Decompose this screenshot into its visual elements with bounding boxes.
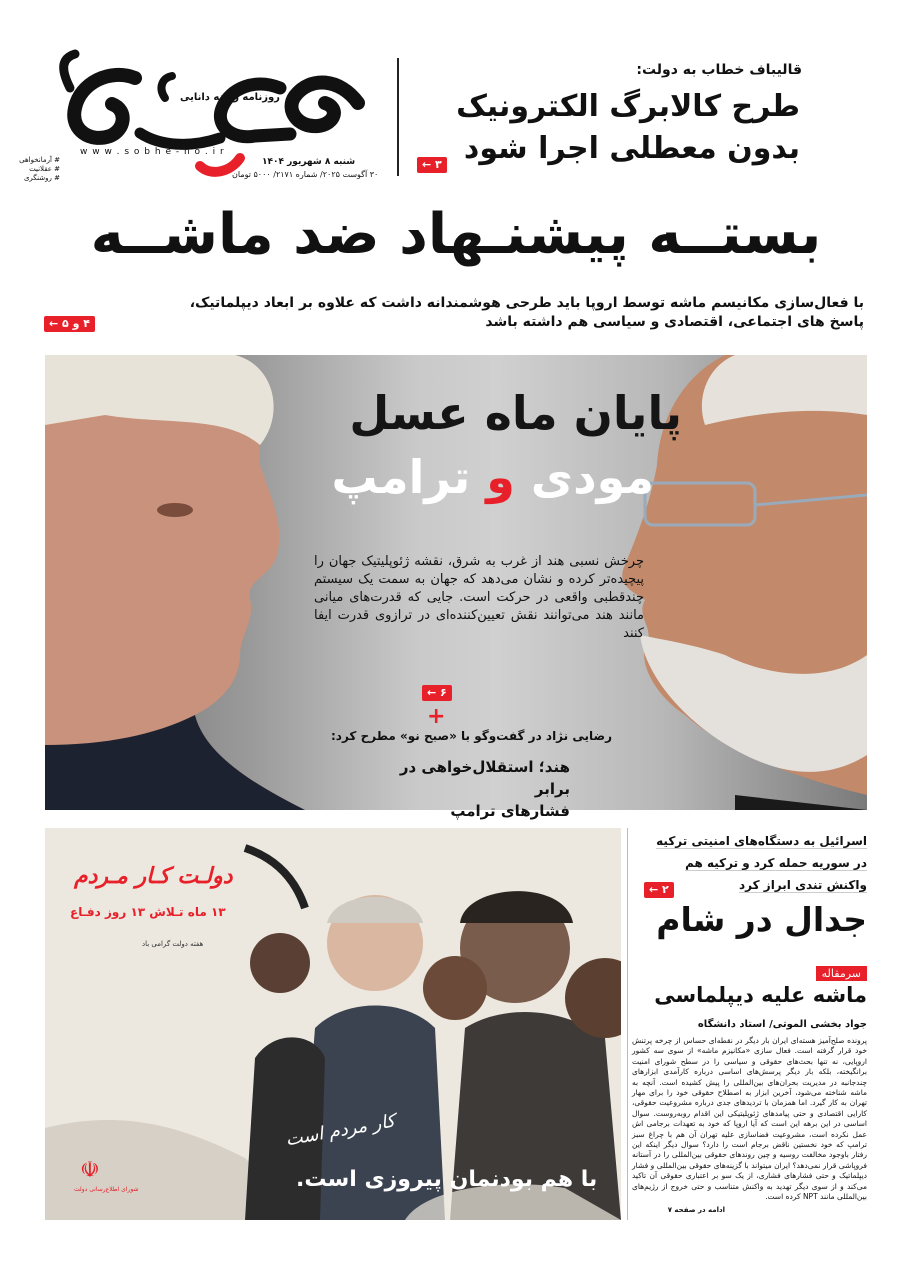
- interview-headline-line: فشارهای ترامپ: [450, 802, 570, 820]
- page-ref-badge[interactable]: ۲ ←: [644, 882, 674, 898]
- campaign-slogan: با هم بودنمان پیروزی است.: [296, 1167, 598, 1192]
- kicker-line: در سوریه حمله کرد و ترکیه هم: [685, 856, 867, 870]
- main-subheadline: [164, 294, 864, 332]
- campaign-small-text: هفته دولت گرامی باد: [142, 940, 204, 948]
- top-story-kicker: قالیباف خطاب به دولت:: [636, 62, 802, 78]
- kicker-line: واکنش تندی ابراز کرد: [739, 878, 867, 892]
- government-logo-caption: شورای اطلاع‌رسانی دولت: [74, 1186, 139, 1193]
- page-ref-badge[interactable]: ۶ ←: [422, 685, 452, 701]
- kicker-line: اسرائیل به دستگاه‌های امنیتی ترکیه: [656, 834, 867, 848]
- handwritten-signature: کار مردم است: [284, 1110, 397, 1151]
- photo-title-line1[interactable]: پایان ماه عسل: [349, 386, 682, 440]
- side-note: # آرمانخواهی: [19, 156, 60, 164]
- interview-kicker: رضایی نژاد در گفت‌وگو با «صبح نو» مطرح کرد:: [331, 729, 612, 743]
- plus-icon: +: [427, 704, 446, 729]
- campaign-title: دولـت کـار مـردم: [74, 864, 233, 889]
- campaign-subtitle: ۱۳ ماه تـلاش ۱۳ روز دفـاع: [70, 905, 226, 919]
- page-ref-badge[interactable]: ۳ ←: [417, 157, 447, 173]
- top-story-headline-line: طرح کالابرگ الکترونیک: [456, 89, 800, 124]
- editorial-author: جواد بخشی الموتی/ استاد دانشگاه: [697, 1019, 867, 1030]
- masthead-side-notes: [4, 156, 60, 183]
- issue-date-persian: شنبه ۸ شهریور ۱۴۰۴: [262, 157, 356, 167]
- editorial-label: سرمقاله: [816, 966, 867, 981]
- title-word-trump: ترامپ: [331, 450, 471, 504]
- page-ref-badge[interactable]: ۴ و ۵ ←: [44, 316, 95, 332]
- newspaper-logo: [40, 48, 375, 188]
- interview-headline-line: هند؛ استقلال‌خواهی در برابر: [399, 758, 570, 798]
- photo-story-body: چرخش نسبی هند از غرب به شرق، نقشه ژئوپلیتیک جهان را پیچیده‌تر کرده و نشان می‌دهد که جهان به سمت یک سیستم چندقطبی واقعی در حرکت است. جایی که قدرت‌های میانی مانند هند می‌توانند نقش تعیین‌کننده‌ای در ترازوی قدرت ایفا کنند: [314, 554, 644, 641]
- title-word-modi: مودی: [530, 450, 654, 504]
- photo-title-line2[interactable]: [331, 450, 654, 504]
- website-url[interactable]: w w w . s o b h e - n o . i r: [80, 147, 225, 157]
- title-word-and: و: [486, 450, 515, 504]
- side-note: # عقلانیت: [29, 165, 60, 173]
- editorial-body: پرونده صلح‌آمیز هسته‌ای ایران بار دیگر در نقطه‌ای حساس از چرخه پرتنش خود قرار گرفته است. فعال سازی «مکانیزم ماشه» از سوی سه کشور اروپایی، نه تنها بحث‌های حقوقی و سیاسی را در سطح شورای امنیت برانگیخته، بلکه بار دیگر پرسش‌های اساسی درباره کارآمدی ابزارهای چندجانبه در مدیریت بحران‌های بین‌المللی را پیش کشیده است. آنچه به ماشه شناخته می‌شود، آخرین ابزار به اصطلاح حقوقی خود را برای مهار تهران به کار گیرد. اما همزمان با تردیدهای جدی درباره مشروعیت حقوقی، کارایی اقتصادی و حتی پیامدهای ژئوپلیتیکی این اقدام روبه‌روست. سوال اساسی در این برهه این است که آیا اروپا که خود به تعهدات برجامی اش عمل نکرده است، مشروعیت فضاسازی علیه تهران آن هم با چراغ سبز ترامپ که خود نخستین ناقض برجام است را دارد؟ سوال دیگر اینکه این رفتار باوجود مخالفت روسیه و چین روندهای حقوقی بین‌المللی را در آستانه فروپاشی قرار نمی‌دهد؟ ایران میتواند با گزینه‌های حقوقی بین‌المللی و فشار دیپلماتیک و حتی فشارهای فشاری، از یک سو بر اعتباری حقوقی آن تاکید می‌کند و از سوی دیگر تهدید به واکنش متناسب و حتی خروج از رژیم‌های بین‌المللی مانند NPT کرده است.: [632, 1036, 867, 1202]
- main-subheadline-line: با فعال‌سازی مکانیسم ماشه توسط اروپا باید طرحی هوشمندانه داشت که علاوه بر ابعاد دیپلماتیک،: [189, 295, 864, 311]
- main-subheadline-line: پاسخ های اجتماعی، اقتصادی و سیاسی هم داشته باشد: [485, 314, 864, 330]
- top-story-headline[interactable]: [340, 86, 800, 170]
- issue-number-price: ۳۰ آگوست ۲۰۲۵/ شماره ۲۱۷۱/ ۵۰۰۰ تومان: [232, 170, 379, 179]
- interview-headline[interactable]: [370, 756, 570, 822]
- top-story-headline-line: بدون معطلی اجرا شود: [463, 131, 800, 166]
- editorial-headline[interactable]: ماشه علیه دیپلماسی: [654, 983, 867, 1007]
- side-note: # روشنگری: [23, 174, 60, 182]
- column-divider: [627, 828, 628, 1220]
- newspaper-tagline: روزنامه زمانه دانایی: [180, 92, 280, 103]
- continued-link[interactable]: ادامه در صفحه ۷: [667, 1206, 725, 1214]
- main-headline[interactable]: بستــه پیشنـهاد ضد ماشــه: [90, 202, 822, 267]
- syria-story-headline[interactable]: جدال در شام: [656, 900, 867, 939]
- iran-emblem-icon: ☫: [80, 1158, 100, 1183]
